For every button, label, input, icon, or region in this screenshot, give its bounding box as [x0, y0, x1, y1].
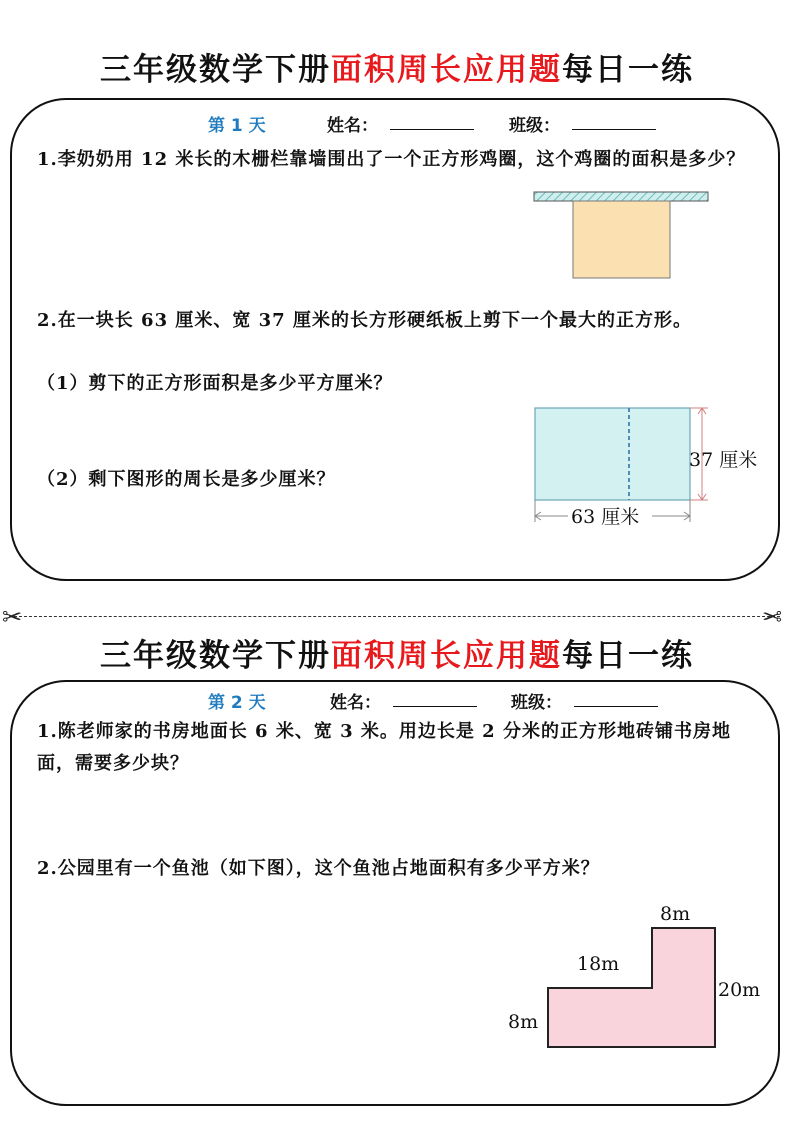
- day1-question-1: 1.李奶奶用 12 米长的木栅栏靠墙围出了一个正方形鸡圈，这个鸡圈的面积是多少？: [37, 149, 746, 170]
- title-suffix: 每日一练: [562, 638, 694, 674]
- pond-label-top: 8m: [660, 903, 691, 925]
- title-highlight: 面积周长应用题: [331, 52, 562, 88]
- scissors-icon: ✂: [762, 603, 783, 631]
- page-title: [0, 50, 794, 90]
- title-prefix: 三年级数学下册: [100, 638, 331, 674]
- square-pen-shape: [573, 201, 670, 278]
- day2-question-1: 1.陈老师家的书房地面长 6 米、宽 3 米。用边长是 2 分米的正方形地砖铺书房地面，需要多少块？: [37, 721, 731, 774]
- scissors-icon: ✂: [2, 603, 23, 631]
- day2-class-label: 班级：: [511, 693, 562, 713]
- wall-shape: [534, 192, 708, 201]
- fig-height-label: 37 厘米: [689, 449, 758, 471]
- pond-label-mid: 18m: [577, 953, 620, 975]
- title-prefix: 三年级数学下册: [100, 52, 331, 88]
- title-suffix: 每日一练: [562, 52, 694, 88]
- pond-label-left: 8m: [508, 1011, 539, 1033]
- day2-label: 第 2 天: [208, 693, 266, 713]
- cut-line-divider: [14, 616, 780, 617]
- page-title-2: [0, 636, 794, 676]
- day1-q2-figure: [530, 400, 770, 530]
- day1-name-label: 姓名：: [327, 116, 378, 136]
- day1-question-2-part-1: （1）剪下的正方形面积是多少平方厘米？: [37, 373, 393, 394]
- fig-width-label: 63 厘米: [571, 506, 640, 528]
- day1-name-field[interactable]: [390, 111, 474, 130]
- day2-question-2: 2.公园里有一个鱼池（如下图），这个鱼池占地面积有多少平方米？: [37, 858, 600, 879]
- day1-q1-figure: [530, 190, 712, 282]
- day2-pond-figure: [500, 898, 770, 1054]
- day2-name-field[interactable]: [393, 688, 477, 707]
- day1-label: 第 1 天: [208, 116, 266, 136]
- pond-label-right: 20m: [718, 979, 761, 1001]
- day2-class-field[interactable]: [574, 688, 658, 707]
- pond-shape: [548, 928, 715, 1047]
- day1-question-2-part-2: （2）剩下图形的周长是多少厘米？: [37, 469, 336, 490]
- day1-class-label: 班级：: [509, 116, 560, 136]
- title-highlight: 面积周长应用题: [331, 638, 562, 674]
- cardboard-rect-shape: [535, 408, 690, 500]
- day1-question-2: 2.在一块长 63 厘米、宽 37 厘米的长方形硬纸板上剪下一个最大的正方形。: [37, 310, 692, 331]
- day2-name-label: 姓名：: [330, 693, 381, 713]
- day1-class-field[interactable]: [572, 111, 656, 130]
